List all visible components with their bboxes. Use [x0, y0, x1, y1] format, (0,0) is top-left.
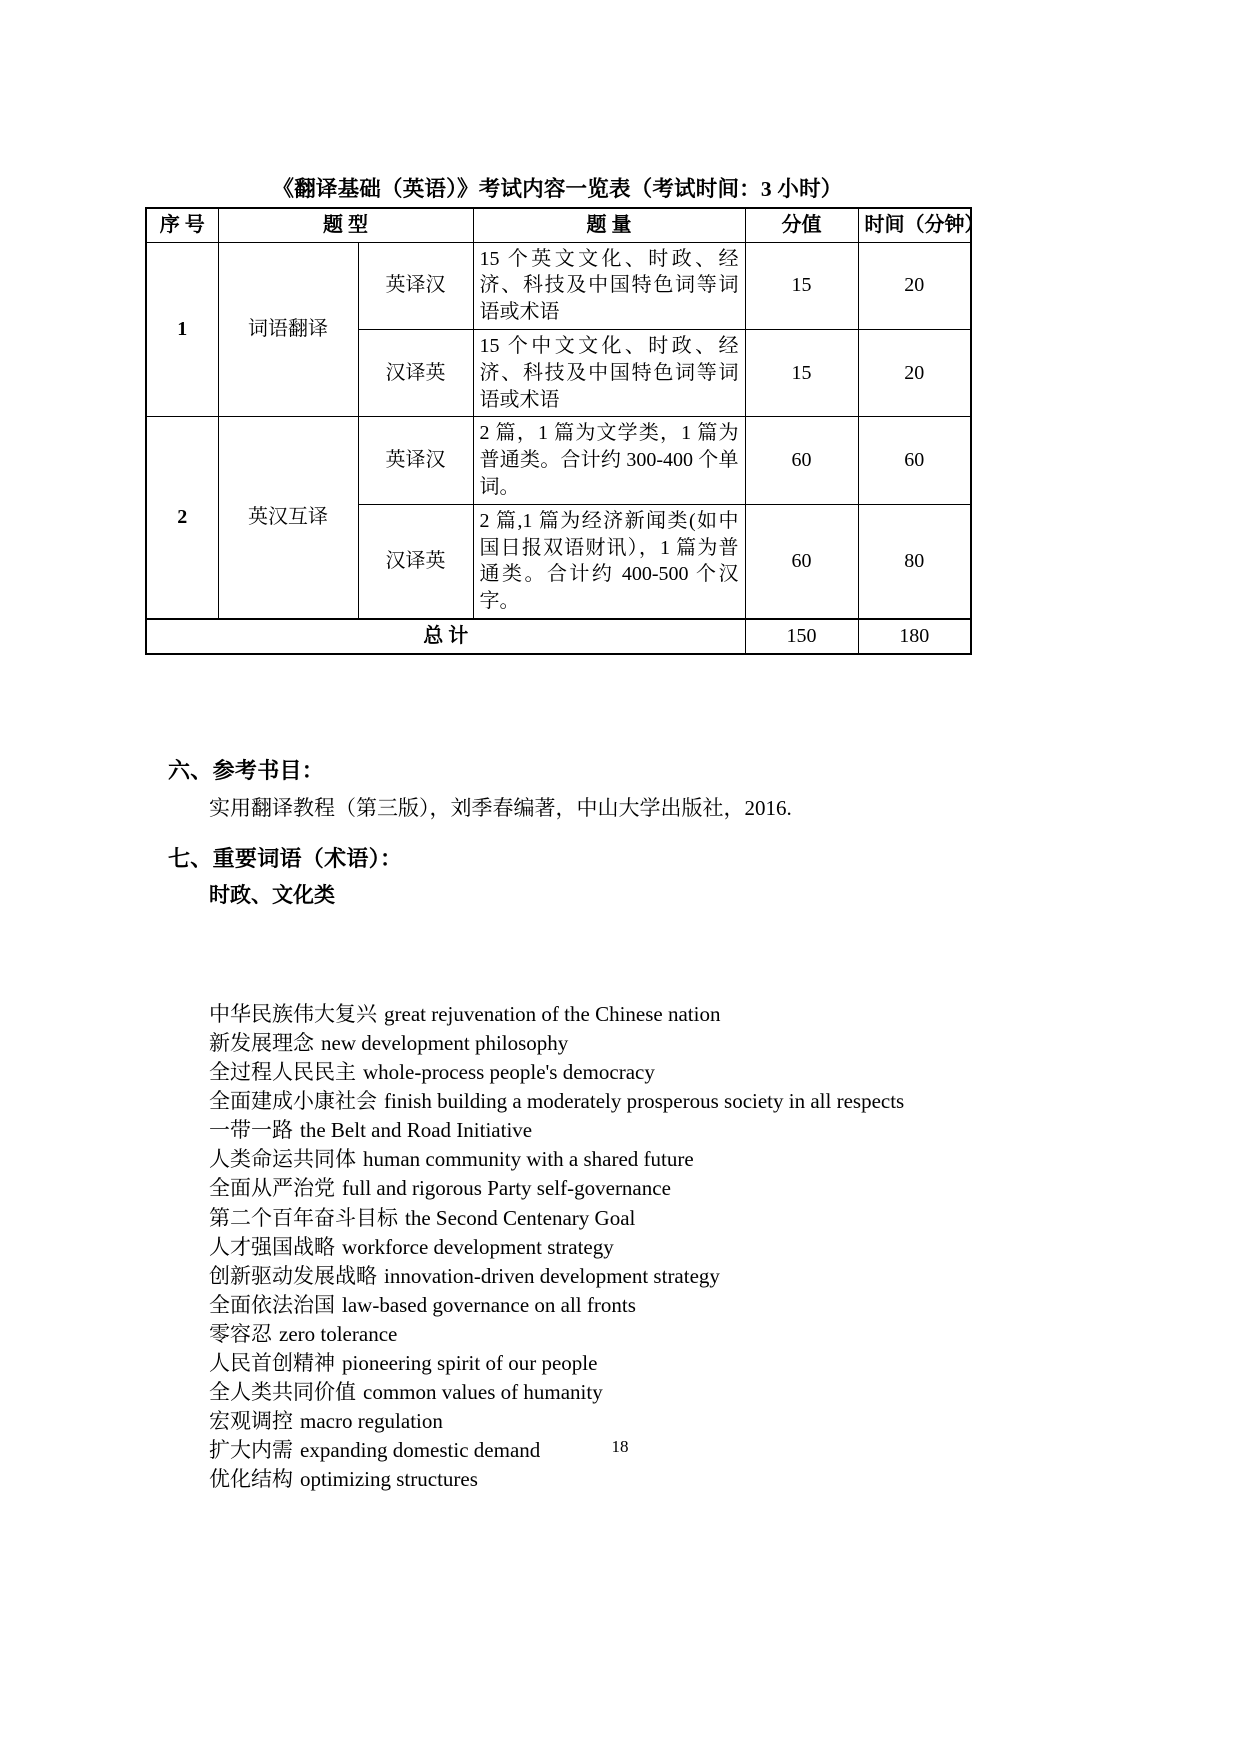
term-chinese: 人才强国战略	[209, 1234, 335, 1259]
cell-quantity: 2 篇，1 篇为文学类，1 篇为普通类。合计约 300-400 个单词。	[473, 417, 745, 504]
header-score: 分值	[745, 208, 858, 242]
term-entry	[209, 1407, 1080, 1436]
cell-score: 15	[745, 330, 858, 417]
term-english: expanding domestic demand	[300, 1438, 541, 1463]
term-entry	[209, 1174, 1080, 1203]
cell-index: 1	[146, 242, 218, 417]
term-chinese: 全人类共同价值	[209, 1380, 356, 1405]
terminology-list	[0, 1000, 1240, 1494]
cell-direction: 英译汉	[358, 242, 473, 329]
term-chinese: 人民首创精神	[209, 1350, 335, 1375]
term-english: zero tolerance	[279, 1321, 398, 1346]
term-chinese: 零容忍	[209, 1321, 272, 1346]
term-chinese: 人类命运共同体	[209, 1147, 356, 1172]
term-entry	[209, 1204, 1080, 1233]
term-entry	[168, 1087, 1120, 1116]
term-entry	[209, 1349, 1080, 1378]
total-score: 150	[745, 619, 858, 654]
cell-quantity: 15 个英文文化、时政、经济、科技及中国特色词等词语或术语	[473, 242, 745, 329]
term-chinese: 全过程人民民主	[209, 1060, 356, 1085]
term-english: whole-process people's democracy	[363, 1060, 655, 1085]
term-english: full and rigorous Party self-governance	[342, 1176, 671, 1201]
cell-direction: 汉译英	[358, 330, 473, 417]
table-total-row	[146, 619, 971, 654]
table-row	[146, 242, 971, 329]
section-six-heading: 六、参考书目：	[168, 758, 325, 783]
term-english: finish building a moderately prosperous society in all respects	[384, 1089, 905, 1114]
term-english: macro regulation	[300, 1409, 443, 1434]
total-label: 总 计	[146, 619, 745, 654]
cell-score: 15	[745, 242, 858, 329]
term-entry	[209, 1320, 1080, 1349]
term-chinese: 中华民族伟大复兴	[209, 1002, 377, 1026]
term-english: optimizing structures	[300, 1467, 478, 1492]
term-chinese: 第二个百年奋斗目标	[209, 1205, 398, 1230]
term-chinese: 优化结构	[209, 1467, 293, 1492]
term-entry	[209, 1058, 1080, 1087]
section-six	[0, 754, 1240, 825]
table-row	[146, 417, 971, 504]
term-english: the Second Centenary Goal	[405, 1205, 636, 1230]
cell-time: 20	[858, 242, 971, 329]
table-header-row	[146, 208, 971, 242]
term-entry	[209, 1233, 1080, 1262]
term-english: innovation-driven development strategy	[384, 1263, 720, 1288]
page-number: 18	[611, 1437, 629, 1456]
cell-type: 英汉互译	[218, 417, 358, 619]
term-entry	[209, 1145, 1080, 1174]
cell-direction: 英译汉	[358, 417, 473, 504]
term-chinese: 宏观调控	[209, 1409, 293, 1434]
term-entry	[209, 1116, 1080, 1145]
term-english: pioneering spirit of our people	[342, 1350, 598, 1375]
header-time: 时间（分钟）	[858, 208, 971, 242]
term-chinese: 新发展理念	[209, 1031, 314, 1056]
term-entry	[209, 1465, 1080, 1494]
section-seven-heading: 七、重要词语（术语）：	[168, 846, 403, 871]
cell-time: 60	[858, 417, 971, 504]
term-chinese: 扩大内需	[209, 1438, 293, 1463]
header-quantity: 题 量	[473, 208, 745, 242]
cell-score: 60	[745, 504, 858, 619]
cell-score: 60	[745, 417, 858, 504]
term-entry	[209, 1029, 1080, 1058]
term-entry	[209, 1291, 1080, 1320]
term-english: new development philosophy	[321, 1031, 569, 1056]
term-chinese: 全面建成小康社会	[209, 1089, 377, 1114]
term-english: law-based governance on all fronts	[342, 1292, 636, 1317]
term-chinese: 全面依法治国	[209, 1292, 335, 1317]
term-chinese: 一带一路	[209, 1118, 293, 1143]
exam-content-table-block	[145, 176, 985, 655]
exam-content-table	[145, 207, 985, 655]
term-english: workforce development strategy	[342, 1234, 614, 1259]
section-seven-subheading: 时政、文化类	[209, 883, 335, 907]
term-english: great rejuvenation of the Chinese nation	[384, 1002, 721, 1026]
cell-quantity: 2 篇,1 篇为经济新闻类(如中国日报双语财讯），1 篇为普通类。合计约 400-500 个汉字。	[473, 504, 745, 619]
term-english: common values of humanity	[363, 1380, 603, 1405]
header-index: 序 号	[146, 208, 218, 242]
header-type: 题 型	[218, 208, 473, 242]
section-six-reference: 实用翻译教程（第三版），刘季春编著，中山大学出版社，2016.	[209, 796, 792, 820]
cell-direction: 汉译英	[358, 504, 473, 619]
table-caption: 《翻译基础（英语）》考试内容一览表（考试时间：3 小时）	[272, 177, 843, 201]
term-english: the Belt and Road Initiative	[300, 1118, 533, 1143]
cell-type: 词语翻译	[218, 242, 358, 417]
total-time: 180	[858, 619, 971, 654]
term-english: human community with a shared future	[363, 1147, 694, 1172]
cell-index: 2	[146, 417, 218, 619]
cell-time: 20	[858, 330, 971, 417]
term-entry	[209, 1000, 1080, 1029]
cell-quantity: 15 个中文文化、时政、经济、科技及中国特色词等词语或术语	[473, 330, 745, 417]
term-entry	[209, 1378, 1080, 1407]
term-chinese: 创新驱动发展战略	[209, 1263, 377, 1288]
term-entry	[209, 1262, 1080, 1291]
term-chinese: 全面从严治党	[209, 1176, 335, 1201]
section-seven	[0, 842, 1240, 912]
cell-time: 80	[858, 504, 971, 619]
